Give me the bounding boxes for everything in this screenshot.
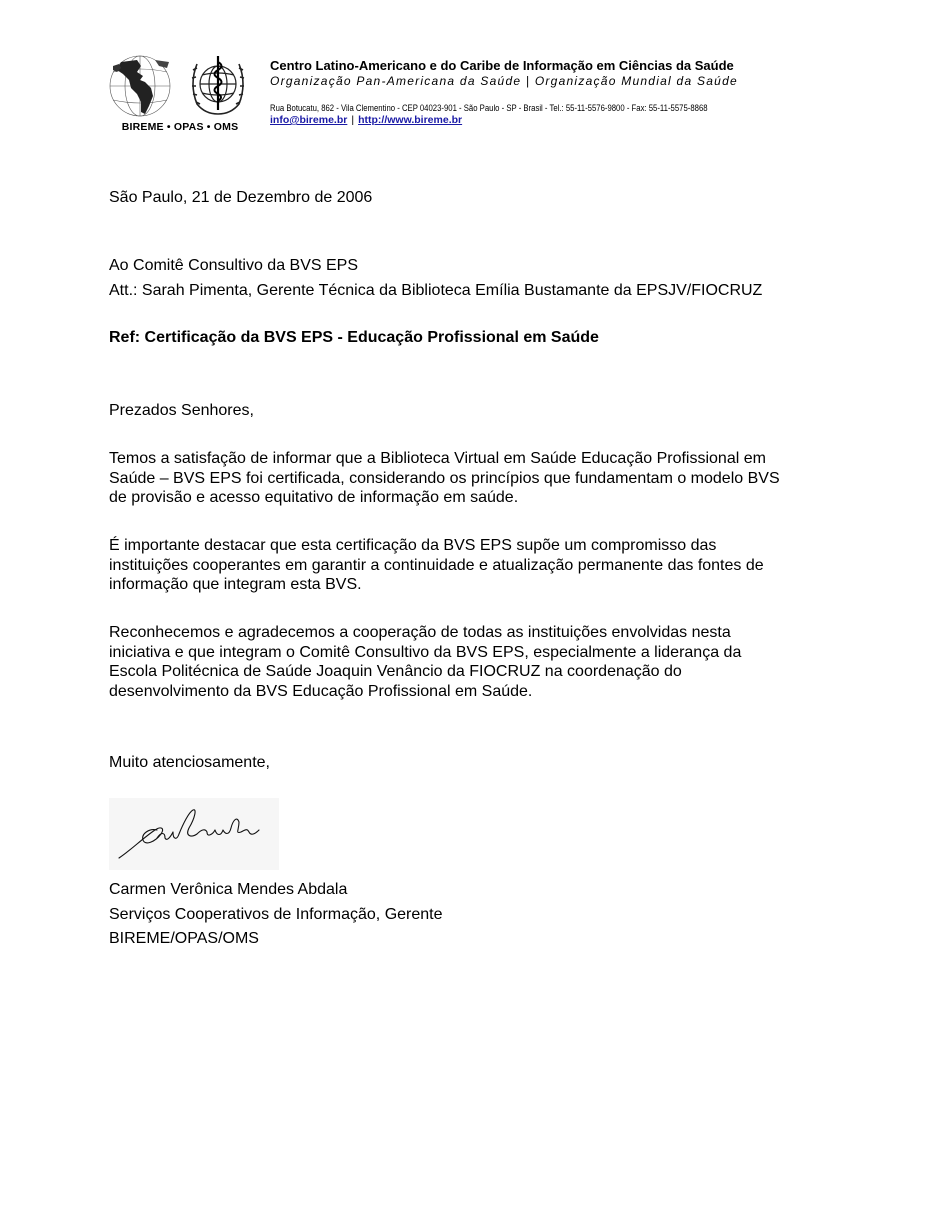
logo-caption: BIREME • OPAS • OMS	[121, 121, 239, 133]
letterhead-text	[270, 58, 910, 127]
place-date: São Paulo, 21 de Dezembro de 2006	[109, 189, 373, 206]
signer-name: Carmen Verônica Mendes Abdala	[109, 881, 348, 898]
paragraph-line: Escola Politécnica de Saúde Joaquin Venâncio da FIOCRUZ na coordenação do	[109, 663, 682, 680]
reference-line: Ref: Certificação da BVS EPS - Educação Profissional em Saúde	[109, 329, 599, 346]
paragraph-line: É importante destacar que esta certificação da BVS EPS supõe um compromisso das	[109, 537, 717, 554]
paragraph-line: informação que integram esta BVS.	[109, 576, 362, 593]
paragraph-3	[109, 623, 741, 701]
org-name: Centro Latino-Americano e do Caribe de Informação em Ciências da Saúde	[270, 58, 734, 73]
who-emblem-logo	[183, 52, 253, 118]
paragraph-line: iniciativa e que integram o Comitê Consultivo da BVS EPS, especialmente a liderança da	[109, 643, 742, 661]
paragraph-line: Reconhecemos e agradecemos a cooperação de todas as instituições envolvidas nesta	[109, 624, 731, 641]
link-separator: |	[351, 114, 355, 126]
signer-title: Serviços Cooperativos de Informação, Gerente	[109, 906, 443, 923]
bireme-globe-logo	[107, 54, 177, 118]
org-subtitle: Organização Pan-Americana da Saúde | Organização Mundial da Saúde	[270, 74, 738, 88]
recipient: Ao Comitê Consultivo da BVS EPS	[109, 257, 359, 274]
paragraph-line: instituições cooperantes em garantir a continuidade e atualização permanente das fontes de	[109, 556, 764, 574]
paragraph-1	[109, 449, 780, 508]
signature-image	[109, 798, 279, 870]
attention-line: Att.: Sarah Pimenta, Gerente Técnica da Biblioteca Emília Bustamante da EPSJV/FIOCRUZ	[109, 282, 763, 299]
paragraph-line: de provisão e acesso equitativo de informação em saúde.	[109, 489, 519, 506]
paragraph-line: Temos a satisfação de informar que a Biblioteca Virtual em Saúde Educação Profissional em	[109, 450, 766, 467]
signature-icon	[109, 798, 279, 870]
paragraph-2	[109, 536, 764, 595]
org-links	[270, 114, 910, 127]
org-address: Rua Botucatu, 862 - Vila Clementino - CEP 04023-901 - São Paulo - SP - Brasil - Tel.: 55-11-5576-9800 - Fax: 55-11-5575-8868	[270, 103, 708, 113]
paragraph-line: desenvolvimento da BVS Educação Profissional em Saúde.	[109, 682, 533, 700]
greeting: Prezados Senhores,	[109, 402, 254, 419]
website-link[interactable]: http://www.bireme.br	[358, 114, 463, 126]
closing: Muito atenciosamente,	[109, 754, 270, 771]
signer-org: BIREME/OPAS/OMS	[109, 930, 259, 947]
email-link[interactable]: info@bireme.br	[270, 114, 348, 126]
letterhead-logos	[107, 52, 257, 134]
paragraph-line: Saúde – BVS EPS foi certificada, considerando os princípios que fundamentam o modelo BVS	[109, 469, 780, 487]
